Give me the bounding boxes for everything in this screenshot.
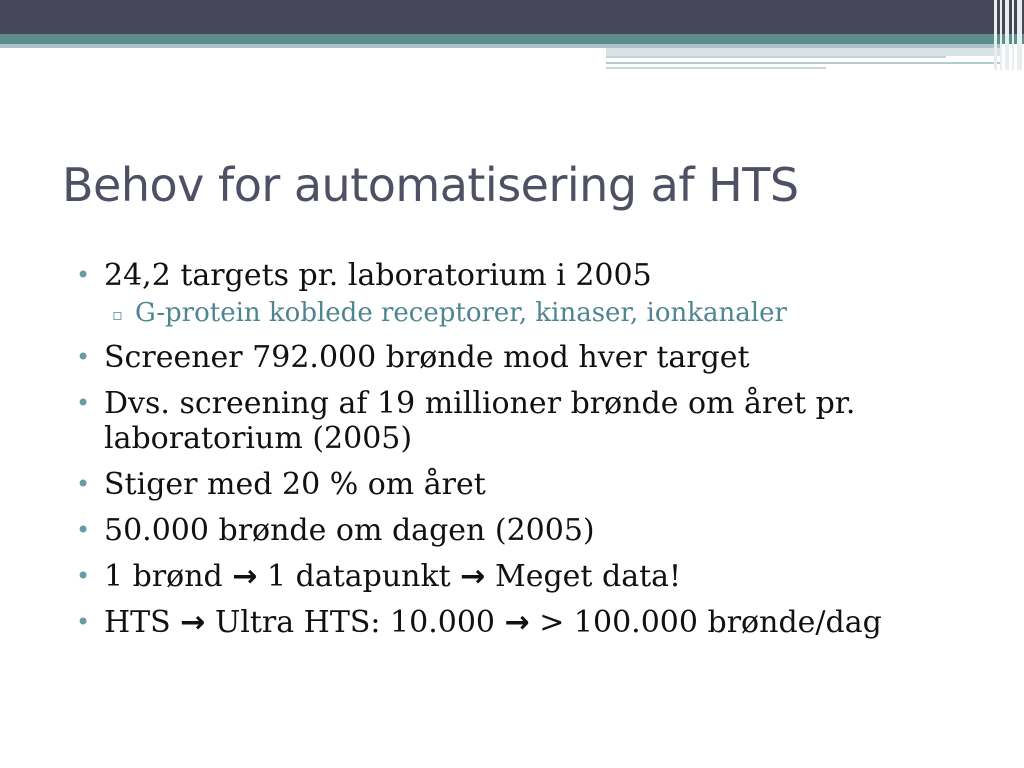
bullet-text: Dvs. screening af 19 millioner brønde om året pr. laboratorium (2005) — [104, 386, 856, 456]
bullet-item — [76, 605, 1006, 640]
bullet-text: 24,2 targets pr. laboratorium i 2005 — [104, 258, 652, 293]
header-step-bar — [606, 48, 1000, 56]
bullet-dot-icon: • — [76, 562, 91, 590]
bullet-dot-icon: • — [76, 608, 91, 636]
header-teal-line — [0, 34, 1024, 44]
header-vertical-stripes — [994, 0, 1024, 70]
sub-bullet-text: G-protein koblede receptorer, kinaser, ionkanaler — [135, 298, 787, 328]
header-dark-band — [0, 0, 1024, 34]
bullet-text-part: Ultra HTS: 10.000 — [214, 605, 496, 640]
bullet-text-part: 1 brønd — [104, 559, 223, 594]
bullet-text-part: 1 datapunkt — [267, 559, 451, 594]
bullet-dot-icon: • — [76, 389, 91, 417]
bullet-dot-icon: • — [76, 343, 91, 371]
bullet-dot-icon: • — [76, 516, 91, 544]
header-thin-line — [606, 56, 946, 58]
bullet-item — [76, 340, 1006, 375]
bullet-text: 50.000 brønde om dagen (2005) — [104, 513, 595, 548]
header-thin-line — [606, 67, 826, 69]
bullet-item — [76, 467, 1006, 502]
header-thin-line — [606, 62, 1000, 64]
bullet-text-part: HTS — [104, 605, 171, 640]
bullet-item — [76, 258, 1006, 293]
arrow-right-icon: → — [504, 605, 530, 640]
bullet-dot-icon: • — [76, 470, 91, 498]
bullet-text: Screener 792.000 brønde mod hver target — [104, 340, 750, 375]
bullet-dot-icon: • — [76, 261, 91, 289]
arrow-right-icon: → — [180, 605, 206, 640]
arrow-right-icon: → — [232, 559, 258, 594]
bullet-text-part: > 100.000 brønde/dag — [539, 605, 882, 640]
sub-bullet-item — [76, 298, 1006, 328]
bullet-item — [76, 513, 1006, 548]
bullet-item — [76, 386, 1006, 456]
bullet-item — [76, 559, 1006, 594]
bullet-text: Stiger med 20 % om året — [104, 467, 486, 502]
arrow-right-icon: → — [460, 559, 486, 594]
sub-bullet-square-icon: ▫ — [112, 305, 123, 324]
bullet-text-part: Meget data! — [494, 559, 682, 594]
bullet-list — [76, 258, 1006, 651]
slide-title: Behov for automatisering af HTS — [62, 158, 799, 212]
